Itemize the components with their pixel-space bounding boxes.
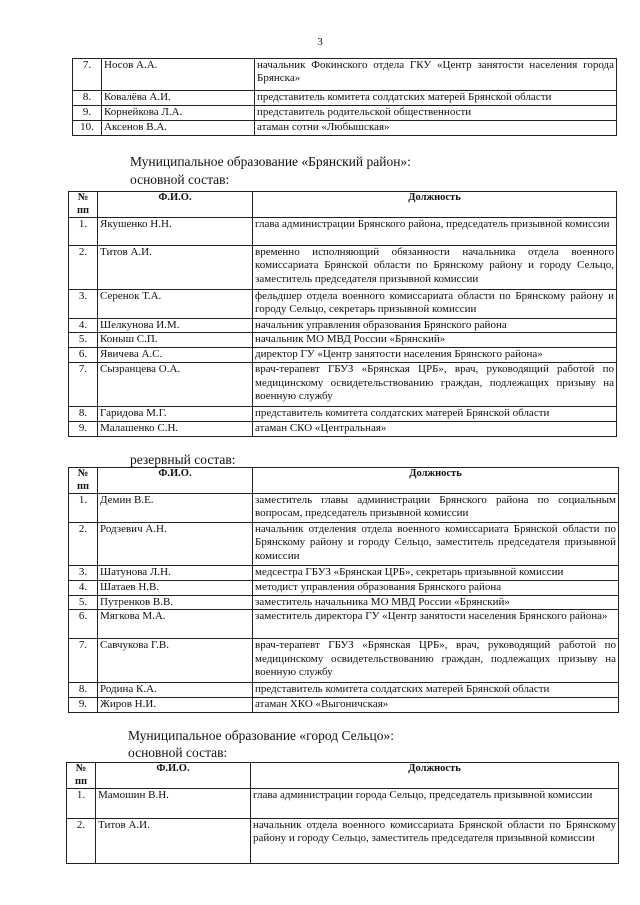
table-row [69,566,619,581]
member-name: Корнейкова Л.А. [102,106,255,121]
row-number: 3. [69,566,98,581]
row-number: 2. [67,819,96,864]
member-name: Родина К.А. [98,683,253,698]
table-row [73,121,617,136]
table-row [73,59,617,91]
header-position: Должность [253,468,619,494]
row-number: 10. [73,121,102,136]
member-name: Явичева А.С. [98,348,253,363]
member-name: Мамошин В.Н. [96,789,251,819]
row-number: 1. [67,789,96,819]
header-fio: Ф.И.О. [96,763,251,789]
header-fio: Ф.И.О. [98,468,253,494]
table-row [69,363,617,407]
member-name: Шатаев Н.В. [98,581,253,596]
member-position: врач-терапевт ГБУЗ «Брянская ЦРБ», врач, руководящий работой по медицинскому освидетельствованию граждан, подлежащих призыву на военную службу [253,639,619,683]
table-row [69,290,617,319]
table-row [69,494,619,523]
member-position: глава администрации Брянского района, председатель призывной комиссии [253,218,617,246]
member-name: Коныш С.П. [98,333,253,348]
member-position: глава администрации города Сельцо, председатель призывной комиссии [251,789,619,819]
bryansk-reserve-table [68,467,619,713]
header-num: № пп [69,468,98,494]
member-position: заместитель начальника МО МВД России «Брянский» [253,596,619,610]
table-header-row [69,192,617,218]
member-name: Мягкова М.А. [98,610,253,639]
header-num: № пп [69,192,98,218]
row-number: 5. [69,596,98,610]
member-name: Титов А.И. [98,246,253,290]
seltso-main-table [66,762,619,864]
member-position: начальник управления образования Брянского района [253,319,617,333]
row-number: 7. [69,639,98,683]
member-name: Демин В.Е. [98,494,253,523]
member-position: представитель комитета солдатских матерей Брянской области [253,683,619,698]
member-position: директор ГУ «Центр занятости населения Брянского района» [253,348,617,363]
header-fio: Ф.И.О. [98,192,253,218]
row-number: 8. [69,407,98,421]
row-number: 3. [69,290,98,319]
member-name: Савчукова Г.В. [98,639,253,683]
table-row [69,218,617,246]
table-header-row [67,763,619,789]
member-position: временно исполняющий обязанности начальника отдела военного комиссариата Брянской области по Брянскому району и городу Сельцо, заместитель председателя призывной комиссии [253,246,617,290]
row-number: 6. [69,610,98,639]
member-name: Путренков В.В. [98,596,253,610]
table-row [73,91,617,106]
member-name: Серенок Т.А. [98,290,253,319]
member-position: начальник Фокинского отдела ГКУ «Центр занятости населения города Брянска» [255,59,617,91]
member-position: врач-терапевт ГБУЗ «Брянская ЦРБ», врач, руководящий работой по медицинскому освидетельствованию граждан, подлежащих призыву на военную службу [253,363,617,407]
row-number: 5. [69,333,98,348]
header-position: Должность [253,192,617,218]
row-number: 2. [69,523,98,566]
table-row [69,596,619,610]
continued-members-table [72,58,617,136]
row-number: 8. [73,91,102,106]
bryansk-main-table [68,191,617,437]
member-name: Носов А.А. [102,59,255,91]
table-row [69,348,617,363]
table-row [69,407,617,421]
member-name: Малашенко С.Н. [98,421,253,436]
header-position: Должность [251,763,619,789]
row-number: 8. [69,683,98,698]
member-position: заместитель главы администрации Брянского района по социальным вопросам, председатель призывной комиссии [253,494,619,523]
row-number: 7. [73,59,102,91]
table-row [69,610,619,639]
table-row [69,333,617,348]
member-position: начальник МО МВД России «Брянский» [253,333,617,348]
member-position: атаман ХКО «Выгоничская» [253,698,619,713]
row-number: 1. [69,218,98,246]
table-row [67,819,619,864]
section-heading-seltso: Муниципальное образование «город Сельцо»: [128,728,395,743]
member-name: Аксенов В.А. [102,121,255,136]
row-number: 4. [69,319,98,333]
member-position: начальник отделения отдела военного комиссариата Брянской области по Брянскому району и городу Сельцо, заместитель председателя призывной комиссии [253,523,619,566]
member-name: Сызранцева О.А. [98,363,253,407]
table-row [69,421,617,436]
member-position: представитель комитета солдатских матерей Брянской области [255,91,617,106]
row-number: 9. [69,421,98,436]
table-header-row [69,468,619,494]
member-name: Якушенко Н.Н. [98,218,253,246]
table-row [69,639,619,683]
member-position: фельдшер отдела военного комиссариата области по Брянскому району и городу Сельцо, секретарь призывной комиссии [253,290,617,319]
table-row [69,581,619,596]
row-number: 2. [69,246,98,290]
table-row [73,106,617,121]
section-heading-bryansk-district: Муниципальное образование «Брянский район»: [130,154,411,169]
member-name: Жиров Н.И. [98,698,253,713]
member-name: Ковалёва А.И. [102,91,255,106]
member-name: Шатунова Л.Н. [98,566,253,581]
table-row [69,319,617,333]
seltso-main-composition-label: основной состав: [128,745,228,760]
member-position: начальник отдела военного комиссариата Брянской области по Брянскому району и городу Сельцо, заместитель председателя призывной комиссии [251,819,619,864]
member-position: атаман СКО «Центральная» [253,421,617,436]
member-position: методист управления образования Брянского района [253,581,619,596]
member-position: атаман сотни «Любышская» [255,121,617,136]
member-name: Родзевич А.Н. [98,523,253,566]
main-composition-label: основной состав: [130,172,230,187]
member-position: представитель родительской общественности [255,106,617,121]
row-number: 6. [69,348,98,363]
member-name: Гаридова М.Г. [98,407,253,421]
member-position: заместитель директора ГУ «Центр занятости населения Брянского района» [253,610,619,639]
row-number: 9. [73,106,102,121]
table-row [69,523,619,566]
table-row [69,683,619,698]
member-position: медсестра ГБУЗ «Брянская ЦРБ», секретарь призывной комиссии [253,566,619,581]
member-name: Титов А.И. [96,819,251,864]
page-number: 3 [317,36,323,48]
row-number: 4. [69,581,98,596]
table-row [67,789,619,819]
reserve-composition-label: резервный состав: [130,452,236,467]
member-name: Шелкунова И.М. [98,319,253,333]
member-position: представитель комитета солдатских матерей Брянской области [253,407,617,421]
row-number: 7. [69,363,98,407]
table-row [69,698,619,713]
header-num: № пп [67,763,96,789]
row-number: 9. [69,698,98,713]
table-row [69,246,617,290]
row-number: 1. [69,494,98,523]
